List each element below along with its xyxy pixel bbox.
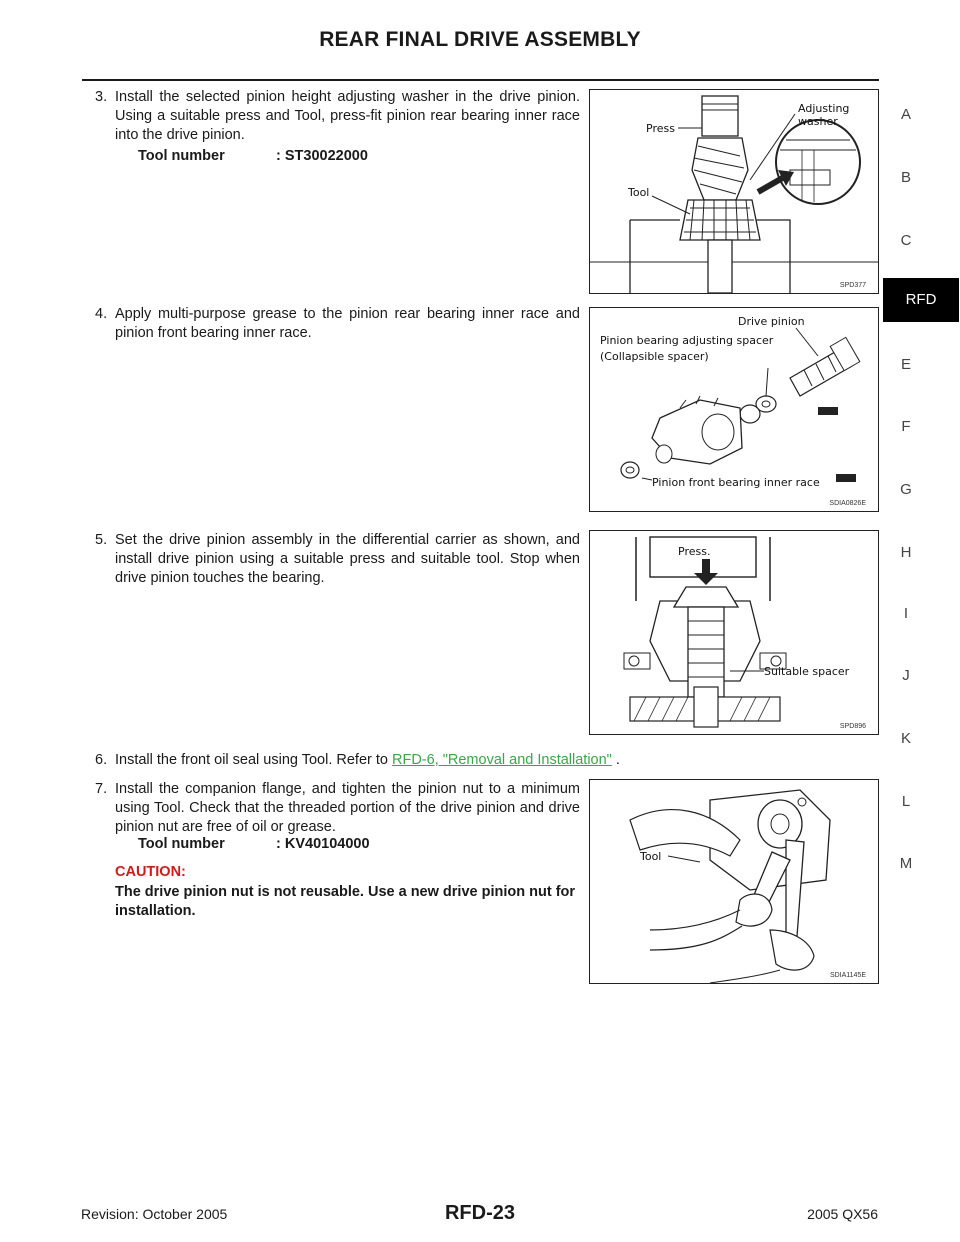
caution-body: The drive pinion nut is not reusable. Use a new drive pinion nut for installation.	[115, 884, 576, 919]
tool-number-value: : KV40104000	[276, 836, 370, 852]
section-index-c[interactable]: C	[900, 232, 912, 249]
page-title: REAR FINAL DRIVE ASSEMBLY	[319, 28, 641, 51]
figure-label-adjusting: Adjusting	[798, 102, 850, 115]
tool-number-value: : ST30022000	[276, 148, 368, 164]
step-3	[95, 88, 580, 145]
footer-page-number: RFD-23	[444, 1202, 515, 1224]
figure-label-press: Press.	[678, 545, 711, 558]
caution-heading: CAUTION:	[115, 864, 186, 880]
figure-sdia0826e	[589, 307, 879, 512]
figure-label-suitable-spacer: Suitable spacer	[764, 665, 850, 678]
step-7	[95, 780, 580, 837]
step-text-before: Install the front oil seal using Tool. Refer to	[115, 752, 392, 768]
step-text: Install the selected pinion height adjusting washer in the drive pinion. Using a suitable press and Tool, press-fit pinion rear bearing inner race into the drive pinion.	[115, 89, 580, 143]
drive-pinion-components-illustration	[590, 308, 878, 511]
step-text: Set the drive pinion assembly in the differential carrier as shown, and install drive pinion using a suitable press and suitable tool. Stop when drive pinion touches the bearing.	[115, 532, 580, 586]
step-text-after: .	[611, 752, 620, 768]
step-text	[115, 751, 695, 770]
tool-number-st30022000	[138, 148, 368, 164]
step-text: Apply multi-purpose grease to the pinion rear bearing inner race and pinion front bearing inner race.	[115, 306, 580, 341]
figure-label-drive-pinion: Drive pinion	[738, 315, 805, 328]
figure-code: SDIA1145E	[829, 972, 866, 979]
footer-revision: Revision: October 2005	[81, 1206, 228, 1222]
section-index-g[interactable]: G	[900, 481, 912, 498]
tool-number-kv40104000	[138, 836, 370, 852]
step-6	[95, 751, 695, 770]
section-index-m[interactable]: M	[899, 855, 913, 872]
section-index-h[interactable]: H	[900, 544, 912, 561]
pinion-press-illustration	[590, 90, 878, 293]
cross-reference-link[interactable]: RFD-6, "Removal and Installation"	[392, 752, 612, 768]
figure-code: SDIA0826E	[829, 500, 866, 507]
section-index-e[interactable]: E	[900, 356, 911, 373]
section-index-f[interactable]: F	[901, 418, 911, 435]
section-index-j[interactable]: J	[902, 667, 910, 684]
figure-label-collapsible-spacer: (Collapsible spacer)	[600, 350, 709, 363]
figure-label-tool: Tool	[640, 850, 662, 863]
figure-label-adjusting-spacer: Pinion bearing adjusting spacer	[600, 334, 774, 347]
step-number: 4.	[95, 306, 108, 322]
figure-label-front-bearing-race: Pinion front bearing inner race	[652, 476, 820, 489]
figure-code: SPD896	[839, 723, 866, 730]
pinion-install-press-illustration	[590, 531, 878, 734]
figure-label-tool: Tool	[628, 186, 650, 199]
figure-sdia1145e	[589, 779, 879, 984]
title-rule	[82, 79, 879, 81]
section-index-k[interactable]: K	[900, 730, 911, 747]
figure-spd377	[589, 89, 879, 294]
step-number: 3.	[95, 89, 108, 105]
footer-model: 2005 QX56	[807, 1206, 878, 1222]
step-number: 6.	[95, 752, 108, 768]
section-index-a[interactable]: A	[900, 106, 911, 123]
tool-number-label: Tool number	[138, 148, 225, 164]
section-index-l[interactable]: L	[901, 793, 911, 810]
step-4	[95, 305, 580, 343]
step-5	[95, 531, 580, 588]
figure-code: SPD377	[839, 282, 866, 289]
section-index-i[interactable]: I	[903, 605, 909, 622]
figure-label-washer: washer	[798, 115, 838, 128]
section-index-rfd-active[interactable]: RFD	[883, 278, 959, 322]
section-index-b[interactable]: B	[900, 169, 911, 186]
tool-number-label: Tool number	[138, 836, 225, 852]
step-text: Install the companion flange, and tighten the pinion nut to a minimum using Tool. Check that the threaded portion of the drive pinion and drive pinion nut are free of oil or grease.	[115, 781, 580, 835]
companion-flange-torque-illustration	[590, 780, 878, 983]
step-number: 7.	[95, 781, 108, 797]
step-number: 5.	[95, 532, 108, 548]
figure-spd896	[589, 530, 879, 735]
figure-label-press: Press	[646, 122, 675, 135]
